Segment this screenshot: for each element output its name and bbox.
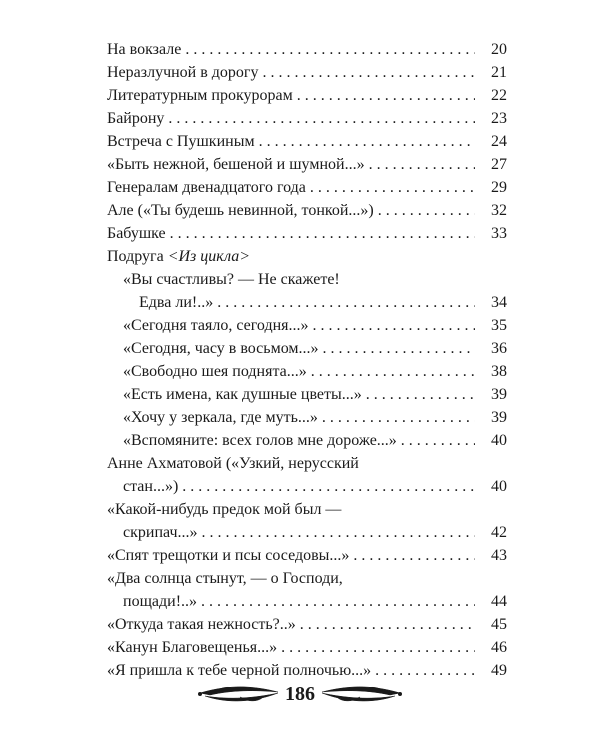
toc-entry-page: 49	[491, 662, 507, 679]
toc-group-title	[107, 245, 250, 268]
toc-entry-title: «Быть нежной, бешеной и шумной...»	[107, 156, 365, 173]
toc-entry-page: 22	[491, 87, 507, 104]
toc-entry-title: «Свободно шея поднята...»	[123, 363, 307, 380]
toc-entry	[107, 84, 507, 107]
toc-sub-entry	[107, 406, 507, 429]
leader-dots	[369, 153, 475, 176]
toc-group-header	[107, 245, 507, 268]
toc-entry-page: 46	[491, 639, 507, 656]
toc-entry-title: Байрону	[107, 110, 165, 127]
toc-sub-entry	[107, 360, 507, 383]
toc-entry-title: «Откуда такая нежность?..»	[107, 616, 296, 633]
toc-entry-title-line2: Едва ли!..»	[139, 294, 214, 311]
leader-dots	[313, 314, 475, 337]
toc-entry-page: 23	[491, 110, 507, 127]
toc-entry-page: 33	[491, 225, 507, 242]
toc-sub-entry	[107, 337, 507, 360]
leader-dots	[202, 521, 475, 544]
toc-entry	[107, 107, 507, 130]
toc-entry-title: «Вспомяните: всех голов мне дороже...»	[123, 432, 397, 449]
toc-entry-title: «Сегодня таяло, сегодня...»	[123, 317, 309, 334]
toc-entry-page: 21	[491, 64, 507, 81]
leader-dots	[217, 291, 475, 314]
toc-entry-title: Неразлучной в дорогу	[107, 64, 259, 81]
toc-entry-title: На вокзале	[107, 41, 182, 58]
toc-entry-title: Бабушке	[107, 225, 166, 242]
leader-dots	[300, 613, 475, 636]
toc-entry-title: «Сегодня, часу в восьмом...»	[123, 340, 319, 357]
toc-entry-page: 20	[491, 41, 507, 58]
toc-entry-title-line1: Анне Ахматовой («Узкий, нерусский	[107, 455, 359, 472]
leader-dots	[366, 383, 475, 406]
toc-entry	[107, 544, 507, 567]
toc-entry-page: 42	[491, 524, 507, 541]
leader-dots	[323, 337, 475, 360]
leader-dots	[259, 130, 475, 153]
toc-entry-title-line2: скрипач...»	[123, 524, 198, 541]
leader-dots	[297, 84, 475, 107]
toc-entry-page: 39	[491, 386, 507, 403]
leader-dots	[310, 176, 475, 199]
leader-dots	[401, 429, 475, 452]
toc-entry-title: Литературным прокурорам	[107, 87, 293, 104]
toc-entry	[107, 452, 507, 498]
toc-entry-title: «Спят трещотки и псы соседовы...»	[107, 547, 350, 564]
leader-dots	[353, 544, 475, 567]
leader-dots	[201, 590, 475, 613]
toc-entry-title-line1: «Два солнца стынут, — о Господи,	[107, 570, 343, 587]
toc-entry	[107, 222, 507, 245]
toc-entry-title: «Есть имена, как душные цветы...»	[123, 386, 362, 403]
toc-sub-entry	[107, 383, 507, 406]
toc-entry-page: 40	[491, 432, 507, 449]
toc-sub-entry	[107, 314, 507, 337]
toc-entry	[107, 567, 507, 613]
page-number: 186	[285, 683, 315, 705]
toc-entry-title-line2: стан...»)	[123, 478, 179, 495]
toc-entry	[107, 153, 507, 176]
toc-entry	[107, 636, 507, 659]
toc-entry-page: 34	[491, 294, 507, 311]
toc-entry	[107, 38, 507, 61]
toc-entry-title-line1: «Какой-нибудь предок мой был —	[107, 501, 342, 518]
leader-dots	[281, 636, 475, 659]
toc-entry	[107, 498, 507, 544]
toc-entry-page: 43	[491, 547, 507, 564]
toc-entry-page: 35	[491, 317, 507, 334]
leader-dots	[311, 360, 475, 383]
toc-entry-page: 27	[491, 156, 507, 173]
toc-entry	[107, 613, 507, 636]
toc-group-title-italic: <Из цикла>	[167, 248, 251, 265]
toc-entry-title: Встреча с Пушкиным	[107, 133, 255, 150]
toc-entry-title: Але («Ты будешь невинной, тонкой...»)	[107, 202, 374, 219]
leader-dots	[168, 107, 475, 130]
toc-entry-title: «Хочу у зеркала, где муть...»	[123, 409, 318, 426]
toc-entry-title: «Канун Благовещенья...»	[107, 639, 278, 656]
toc-entry-page: 38	[491, 363, 507, 380]
toc-entry-page: 36	[491, 340, 507, 357]
toc-entry	[107, 130, 507, 153]
leader-dots	[182, 475, 475, 498]
toc-entry-page: 24	[491, 133, 507, 150]
toc-sub-entry	[107, 268, 507, 314]
toc-entry-page: 39	[491, 409, 507, 426]
leader-dots	[263, 61, 476, 84]
toc-group-title-text: Подруга	[107, 248, 168, 265]
toc-entry	[107, 61, 507, 84]
toc-entry	[107, 199, 507, 222]
toc-entry-page: 29	[491, 179, 507, 196]
toc-entry-page: 40	[491, 478, 507, 495]
toc-entry-title-line1: «Вы счастливы? — Не скажете!	[123, 271, 340, 288]
leader-dots	[170, 222, 475, 245]
leader-dots	[185, 38, 475, 61]
toc-entry-page: 45	[491, 616, 507, 633]
toc-entry-title: «Я пришла к тебе черной полночью...»	[107, 662, 372, 679]
toc-entry	[107, 176, 507, 199]
leader-dots	[378, 199, 475, 222]
table-of-contents	[107, 38, 507, 682]
toc-entry-page: 44	[491, 593, 507, 610]
toc-entry-title: Генералам двенадцатого года	[107, 179, 306, 196]
toc-entry-page: 32	[491, 202, 507, 219]
toc-entry-title-line2: пощади!..»	[123, 593, 198, 610]
leader-dots	[322, 406, 475, 429]
toc-sub-entry	[107, 429, 507, 452]
